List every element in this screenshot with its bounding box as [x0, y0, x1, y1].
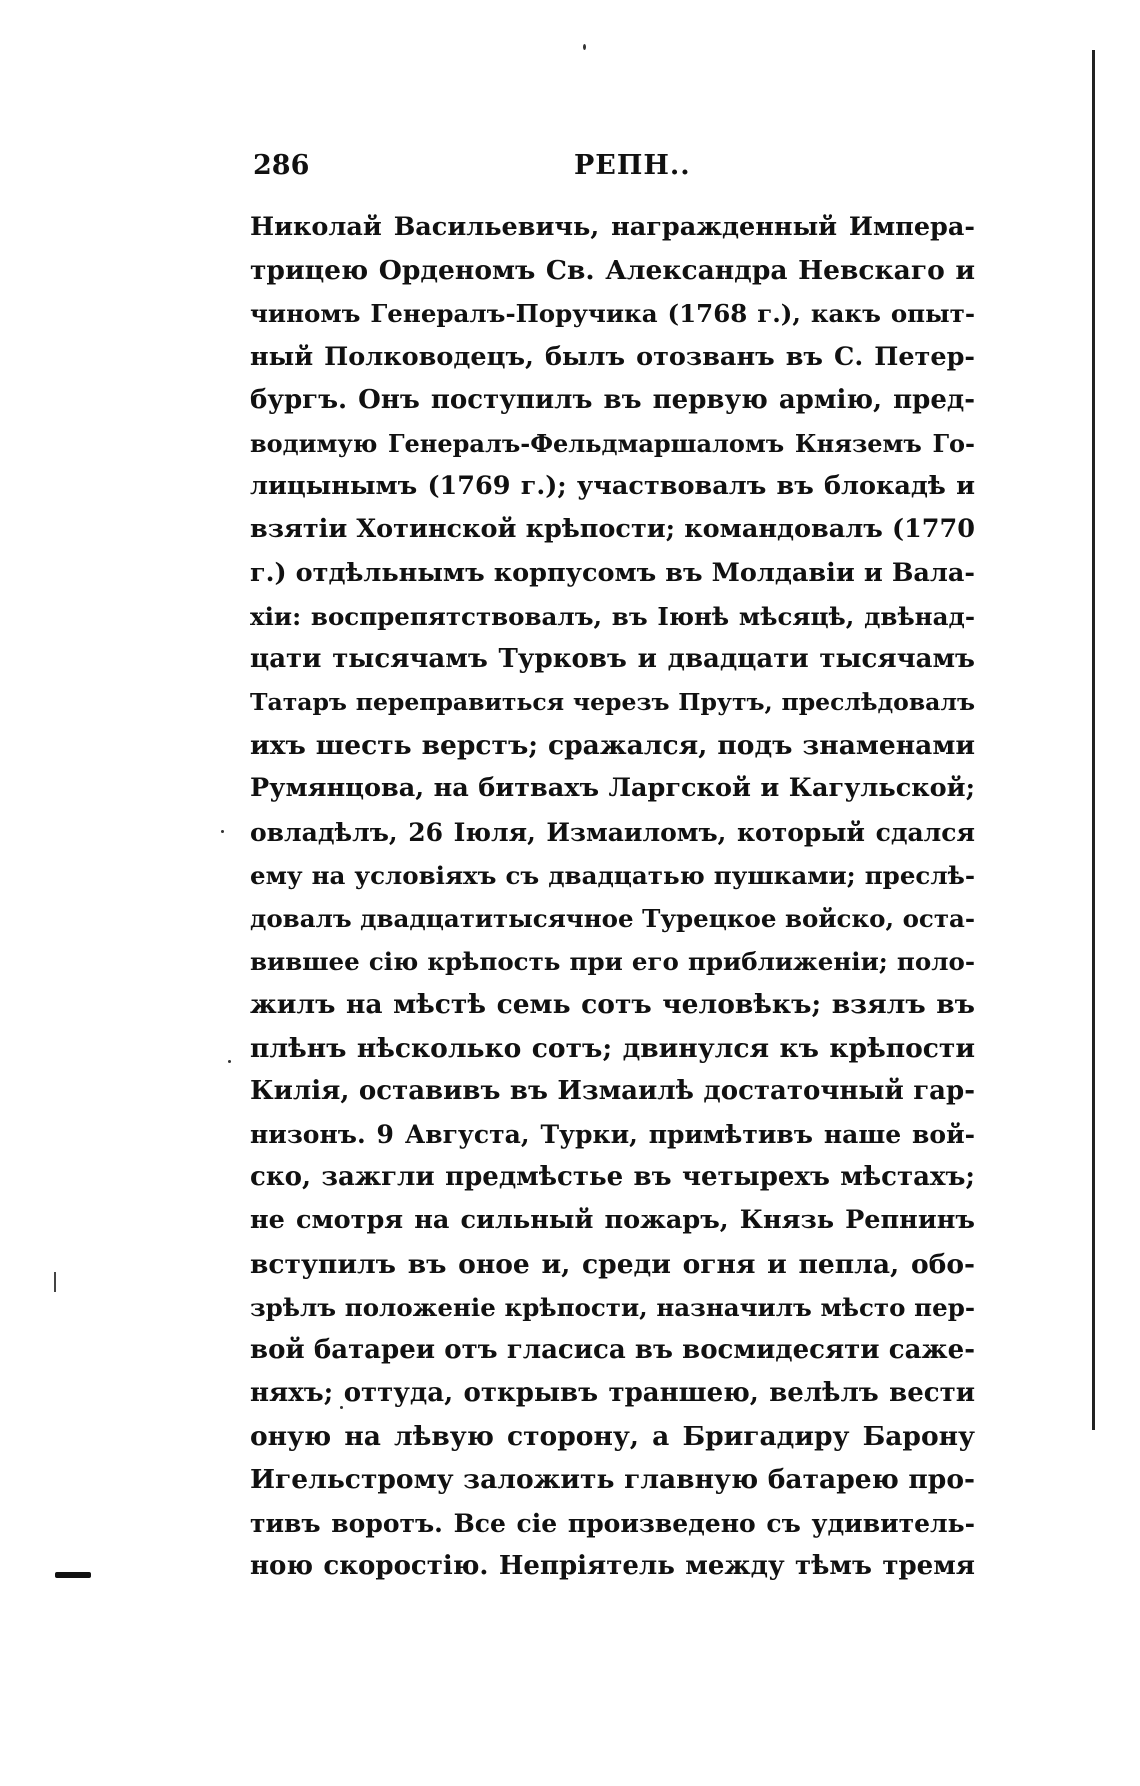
- body-text: [250, 206, 975, 1588]
- text-line: не смотря на сильный пожаръ, Князь Репнинъ: [250, 1205, 975, 1236]
- text-line: ему на условіяхъ съ двадцатью пушками; преслѣ-: [250, 860, 975, 890]
- margin-dash: [55, 1572, 91, 1578]
- text-line: Николай Васильевичь, награжденный Импера-: [250, 212, 975, 242]
- text-line: г.) отдѣльнымъ корпусомъ въ Молдавіи и Вала-: [250, 557, 975, 588]
- text-line: тивъ воротъ. Все сіе произведено съ удивитель-: [250, 1508, 975, 1538]
- text-line: водимую Генералъ-Фельдмаршаломъ Княземъ Го-: [250, 428, 975, 458]
- text-line: цати тысячамъ Турковъ и двадцати тысячамъ: [250, 643, 975, 674]
- text-line: овладѣлъ, 26 Іюля, Измаиломъ, который сдался: [250, 817, 975, 847]
- text-line: низонъ. 9 Августа, Турки, примѣтивъ наше вой-: [250, 1119, 975, 1149]
- text-line: трицею Орденомъ Св. Александра Невскаго и: [250, 255, 975, 287]
- text-line: довалъ двадцатитысячное Турецкое войско, оста-: [250, 904, 975, 933]
- text-line: взятіи Хотинской крѣпости; командовалъ (1770: [250, 514, 975, 545]
- page-edge-rule: [1092, 50, 1095, 1430]
- page-number: 286: [253, 150, 310, 181]
- text-line: зрѣлъ положеніе крѣпости, назначилъ мѣсто пер-: [250, 1292, 975, 1322]
- running-head: РЕПН..: [574, 150, 691, 181]
- text-line: няхъ; оттуда, открывъ траншею, велѣлъ вести: [250, 1378, 975, 1409]
- text-line: вившее сію крѣпость при его приближеніи; поло-: [250, 947, 975, 977]
- speck: [221, 830, 224, 833]
- page-header: [253, 150, 973, 190]
- speck: [583, 44, 586, 50]
- text-line: ихъ шесть верстъ; сражался, подъ знаменами: [250, 730, 975, 762]
- text-line: вой батареи отъ гласиса въ восмидесяти саже-: [250, 1334, 975, 1365]
- text-line: оную на лѣвую сторону, а Бригадиру Барону: [250, 1421, 975, 1453]
- text-line: Татаръ переправиться черезъ Прутъ, преслѣдовалъ: [250, 688, 975, 717]
- text-line: жилъ на мѣстѣ семь сотъ человѣкъ; взялъ въ: [250, 989, 975, 1021]
- text-line: ный Полководецъ, былъ отозванъ въ С. Петер-: [250, 341, 975, 372]
- text-line: плѣнъ нѣсколько сотъ; двинулся къ крѣпости: [250, 1032, 975, 1064]
- text-line: Румянцова, на битвахъ Ларгской и Кагульской;: [250, 773, 975, 804]
- text-line: чиномъ Генералъ-Поручика (1768 г.), какъ опыт-: [250, 299, 975, 329]
- text-line: Килія, оставивъ въ Измаилѣ достаточный гар-: [250, 1075, 975, 1106]
- text-line: ско, зажгли предмѣстье въ четырехъ мѣстахъ;: [250, 1162, 975, 1193]
- text-line: лицынымъ (1769 г.); участвовалъ въ блокадѣ и: [250, 471, 975, 502]
- text-line: хіи: воспрепятствовалъ, въ Іюнѣ мѣсяцѣ, двѣнад-: [250, 601, 975, 631]
- margin-mark: [54, 1272, 56, 1292]
- text-line: ною скоростію. Непріятель между тѣмъ тремя: [250, 1550, 975, 1581]
- text-line: Игельстрому заложить главную батарею про-: [250, 1464, 975, 1496]
- speck: [228, 1060, 231, 1063]
- text-line: бургъ. Онъ поступилъ въ первую армію, пред-: [250, 384, 975, 415]
- text-line: вступилъ въ оное и, среди огня и пепла, обо-: [250, 1248, 975, 1280]
